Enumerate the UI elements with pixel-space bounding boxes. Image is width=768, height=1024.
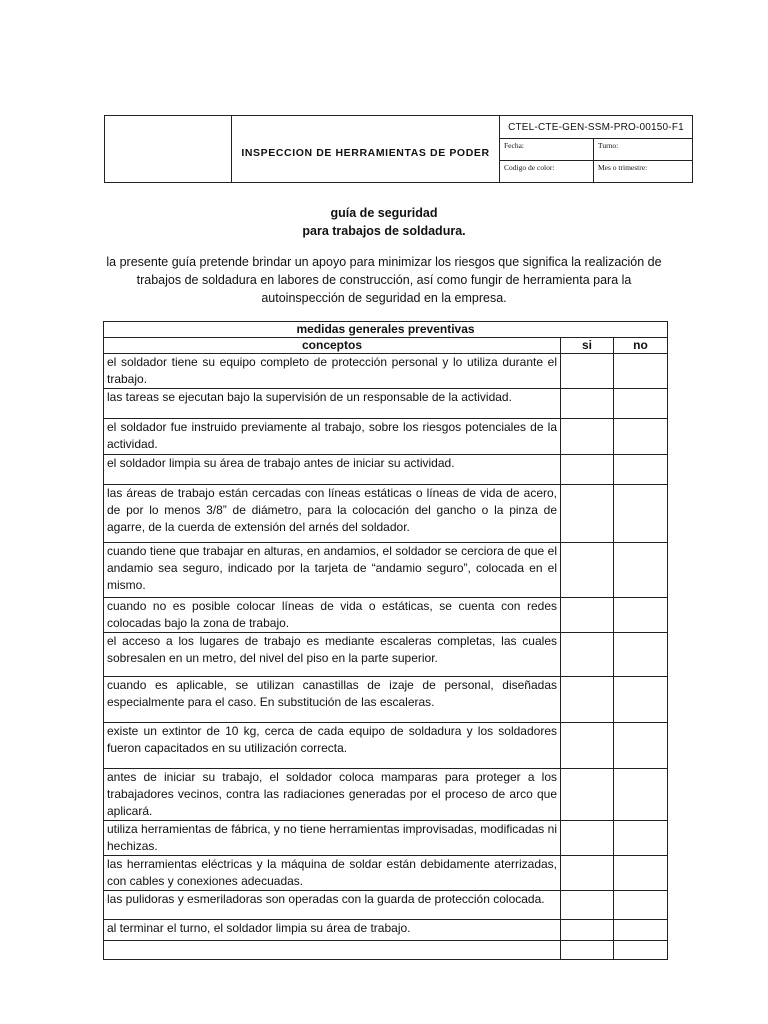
no-checkbox-cell[interactable] [614, 598, 668, 633]
no-checkbox-cell[interactable] [614, 485, 668, 543]
concept-text: las pulidoras y esmeriladoras son operadas con la guarda de protección colocada. [104, 891, 561, 920]
concept-text: utiliza herramientas de fábrica, y no tiene herramientas improvisadas, modificadas ni hechizas. [104, 821, 561, 856]
si-checkbox-cell[interactable] [561, 543, 614, 598]
si-checkbox-cell[interactable] [561, 354, 614, 389]
mes-trimestre-field: Mes o trimestre: [594, 161, 693, 183]
si-checkbox-cell[interactable] [561, 598, 614, 633]
guide-description: la presente guía pretende brindar un apoyo para minimizar los riesgos que significa la realización de trabajos de soldadura en labores de construcción, así como fungir de herramienta para la autoinspección de seguridad en la empresa. [106, 255, 662, 305]
no-checkbox-cell[interactable] [614, 769, 668, 821]
si-checkbox-cell[interactable] [561, 920, 614, 941]
checklist-row [104, 598, 668, 633]
turno-field: Turno: [594, 139, 693, 161]
concept-text: el soldador limpia su área de trabajo antes de iniciar su actividad. [104, 455, 561, 485]
si-checkbox-cell[interactable] [561, 389, 614, 419]
checklist-row [104, 769, 668, 821]
checklist-row [104, 485, 668, 543]
no-checkbox-cell[interactable] [614, 723, 668, 769]
checklist-row [104, 856, 668, 891]
checklist-row [104, 633, 668, 677]
logo-cell [105, 116, 232, 183]
no-checkbox-cell[interactable] [614, 543, 668, 598]
form-header [104, 115, 693, 183]
no-checkbox-cell[interactable] [614, 891, 668, 920]
si-checkbox-cell[interactable] [561, 769, 614, 821]
checklist-row [104, 389, 668, 419]
si-checkbox-cell[interactable] [561, 941, 614, 960]
no-checkbox-cell[interactable] [614, 920, 668, 941]
checklist-row [104, 354, 668, 389]
concept-text: las tareas se ejecutan bajo la supervisión de un responsable de la actividad. [104, 389, 561, 419]
checklist-row [104, 419, 668, 455]
col-header-concepts: conceptos [104, 338, 561, 354]
no-checkbox-cell[interactable] [614, 455, 668, 485]
form-title: INSPECCION DE HERRAMIENTAS DE PODER [232, 116, 500, 183]
concept-text: existe un extintor de 10 kg, cerca de cada equipo de soldadura y los soldadores fueron capacitados en su utilización correcta. [104, 723, 561, 769]
no-checkbox-cell[interactable] [614, 821, 668, 856]
section-title: medidas generales preventivas [104, 322, 668, 338]
si-checkbox-cell[interactable] [561, 485, 614, 543]
concept-text: el soldador fue instruido previamente al trabajo, sobre los riesgos potenciales de la actividad. [104, 419, 561, 455]
si-checkbox-cell[interactable] [561, 821, 614, 856]
si-checkbox-cell[interactable] [561, 677, 614, 723]
no-checkbox-cell[interactable] [614, 419, 668, 455]
checklist-row [104, 920, 668, 941]
checklist-row [104, 455, 668, 485]
col-header-no: no [614, 338, 668, 354]
checklist-row [104, 723, 668, 769]
concept-text: al terminar el turno, el soldador limpia su área de trabajo. [104, 920, 561, 941]
no-checkbox-cell[interactable] [614, 389, 668, 419]
checklist-row [104, 677, 668, 723]
si-checkbox-cell[interactable] [561, 856, 614, 891]
concept-text: cuando tiene que trabajar en alturas, en andamios, el soldador se cerciora de que el andamio sea seguro, indicado por la tarjeta de “andamio seguro”, colocada en el mismo. [104, 543, 561, 598]
codigo-color-field: Codigo de color: [500, 161, 594, 183]
concept-text: las herramientas eléctricas y la máquina de soldar están debidamente aterrizadas, con cables y conexiones adecuadas. [104, 856, 561, 891]
checklist-row [104, 891, 668, 920]
checklist-table [103, 321, 668, 960]
no-checkbox-cell[interactable] [614, 856, 668, 891]
no-checkbox-cell[interactable] [614, 941, 668, 960]
guide-title-line-2: para trabajos de soldadura. [302, 224, 466, 238]
checklist-row [104, 821, 668, 856]
concept-text: cuando no es posible colocar líneas de vida o estáticas, se cuenta con redes colocadas bajo la zona de trabajo. [104, 598, 561, 633]
fecha-field: Fecha: [500, 139, 594, 161]
concept-text: antes de iniciar su trabajo, el soldador coloca mamparas para proteger a los trabajadores vecinos, contra las radiaciones generadas por el proceso de arco que aplicará. [104, 769, 561, 821]
concept-text [104, 941, 561, 960]
concept-text: las áreas de trabajo están cercadas con líneas estáticas o líneas de vida de acero, de por lo menos 3/8” de diámetro, para la colocación del gancho o la pinza de agarre, de la cuerda de extensión del arnés del soldador. [104, 485, 561, 543]
no-checkbox-cell[interactable] [614, 677, 668, 723]
col-header-si: si [561, 338, 614, 354]
si-checkbox-cell[interactable] [561, 633, 614, 677]
no-checkbox-cell[interactable] [614, 633, 668, 677]
si-checkbox-cell[interactable] [561, 455, 614, 485]
si-checkbox-cell[interactable] [561, 419, 614, 455]
concept-text: el acceso a los lugares de trabajo es mediante escaleras completas, las cuales sobresalen en un metro, del nivel del piso en la parte superior. [104, 633, 561, 677]
checklist-row [104, 543, 668, 598]
document-code: CTEL-CTE-GEN-SSM-PRO-00150-F1 [500, 116, 693, 139]
no-checkbox-cell[interactable] [614, 354, 668, 389]
concept-text: el soldador tiene su equipo completo de protección personal y lo utiliza durante el trabajo. [104, 354, 561, 389]
checklist-row [104, 941, 668, 960]
guide-title [100, 204, 668, 240]
concept-text: cuando es aplicable, se utilizan canastillas de izaje de personal, diseñadas especialmente para el caso. En substitución de las escaleras. [104, 677, 561, 723]
si-checkbox-cell[interactable] [561, 891, 614, 920]
guide-title-line-1: guía de seguridad [330, 206, 438, 220]
si-checkbox-cell[interactable] [561, 723, 614, 769]
